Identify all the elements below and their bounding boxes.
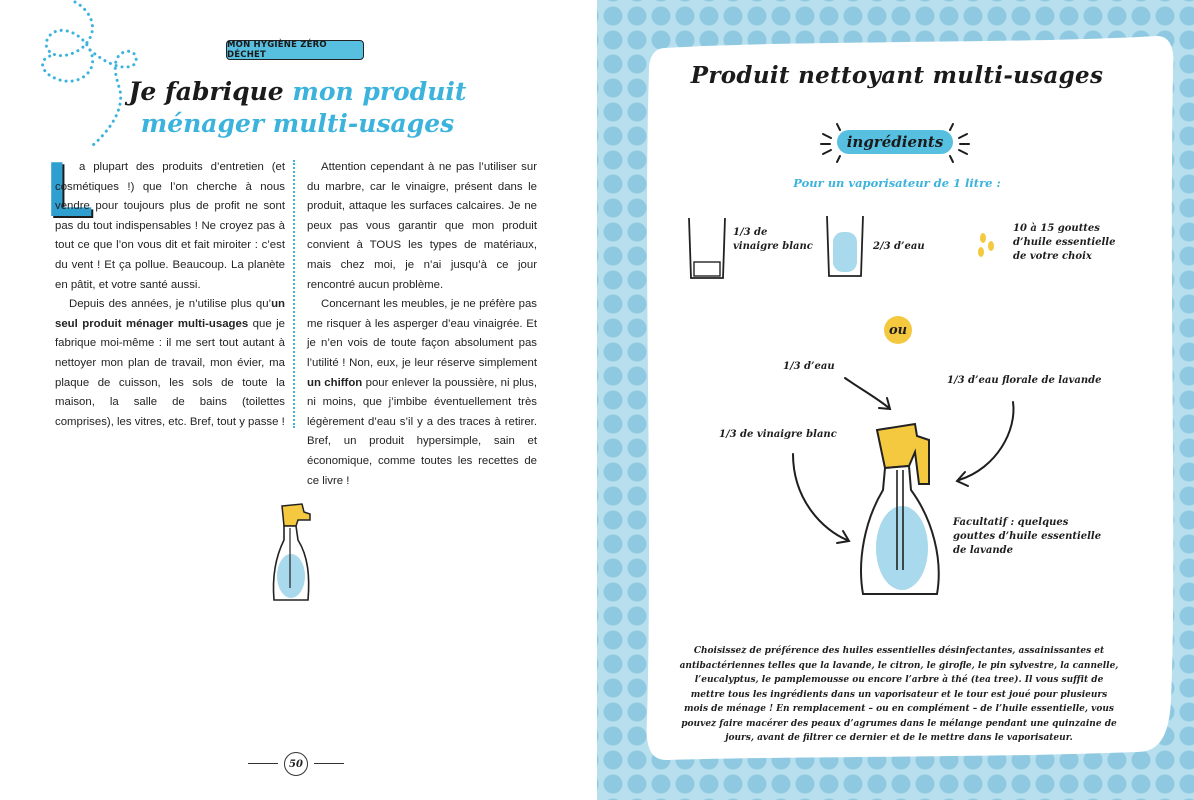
ingredient-vinegar-label: 1/3 de vinaigre blanc [733, 227, 813, 252]
page-footer [248, 752, 344, 776]
annotation-floral-water: 1/3 d’eau florale de lavande [947, 375, 1102, 386]
annotation-optional: Facultatif : quelques gouttes d’huile essentielle de lavande [953, 517, 1102, 556]
text-column-2 [307, 158, 537, 491]
ingredients-header [815, 118, 975, 166]
column-divider [293, 160, 295, 428]
paragraph: Concernant les meubles, je ne préfère pas me risquer à les asperger d’eau vinaigrée. Et je n’en vois de toute façon absolument pas l’utilité ! Non, eux, je leur réserve simplement un chiffon pour enlever la poussière, ni plus, ni moins, que j’imbibe éventuellement très légèrement d’eau s’il y a des traces à retirer. Bref, un produit hypersimple, sain et économique, comme toutes les recettes de ce livre ! [307, 298, 537, 487]
page-headline [120, 76, 475, 140]
ingredients-label: ingrédients [837, 130, 953, 154]
ingredient-oil-label: 10 à 15 gouttes d’huile essentielle de votre choix [1013, 223, 1116, 262]
category-badge: MON HYGIÈNE ZÉRO DÉCHET [226, 40, 364, 60]
text-column-1 [55, 158, 285, 432]
ingredient-water-label: 2/3 d’eau [873, 241, 925, 252]
drop-cap: L [46, 145, 94, 233]
or-badge: ou [884, 316, 912, 344]
headline-highlight-1: mon produit [292, 77, 467, 106]
spray-bottle-icon [262, 496, 322, 606]
annotation-water: 1/3 d’eau [783, 361, 835, 372]
recipe-title: Produit nettoyant multi-usages [690, 62, 1104, 89]
paragraph: Attention cependant à ne pas l’utiliser sur du marbre, car le vinaigre, présent dans le produit, attaque les surfaces calcaires. Je ne peux pas vous garantir que mon produit convient à TOUS les types de matériaux, mais chez moi, je n’ai jusqu’à ce jour rencontré aucun problème. [307, 161, 537, 291]
headline-highlight-2: ménager multi-usages [140, 109, 455, 138]
per-spray-subtitle: Pour un vaporisateur de 1 litre : [793, 176, 1001, 190]
recipe-tip: Choisissez de préférence des huiles essentielles désinfectantes, assainissantes et antibactériennes telles que la lavande, le citron, le girofle, le pin sylvestre, la cannelle, l’eucalyptus, le pamplemousse ou encore l’arbre à thé (tea tree). Il vous suffit de mettre tous les ingrédients dans un vaporisateur et le tour est joué pour plusieurs mois de ménage ! En remplacement – ou en complément – de l’huile essentielle, vous pouvez faire macérer des peaux d’agrumes dans le mélange pendant une quinzaine de jours, avant de filtrer ce dernier et de le mettre dans le vaporisateur. [679, 646, 1119, 743]
paragraph: Depuis des années, je n’utilise plus qu’un seul produit ménager multi-usages que je fabrique moi-même : il me sert tout autant à nettoyer mon plan de travail, mon évier, ma plaque de cuisson, les sols de toute la maison, la salle de bains (toilettes comprises), les vitres, etc. Bref, tout y passe ! [55, 298, 286, 428]
right-page [597, 0, 1194, 800]
paragraph: a plupart des produits d’entretien (et cosmétiques !) que l’on cherche à nous vendre pour toujours plus de profit ne sont pas du tout indispensables ! Ne croyez pas à tout ce que l’on vous dit et fait miroiter : c’est du vent ! Et ça pollue. Beaucoup. La planète en pâtit, et votre santé aussi. [55, 161, 285, 291]
headline-part1: Je fabrique [128, 77, 293, 106]
page-number: 50 [284, 752, 308, 776]
annotation-vinegar: 1/3 de vinaigre blanc [719, 429, 837, 440]
bold-text: un chiffon [307, 376, 363, 389]
bold-text: un seul produit ménager multi-usages [55, 298, 285, 330]
